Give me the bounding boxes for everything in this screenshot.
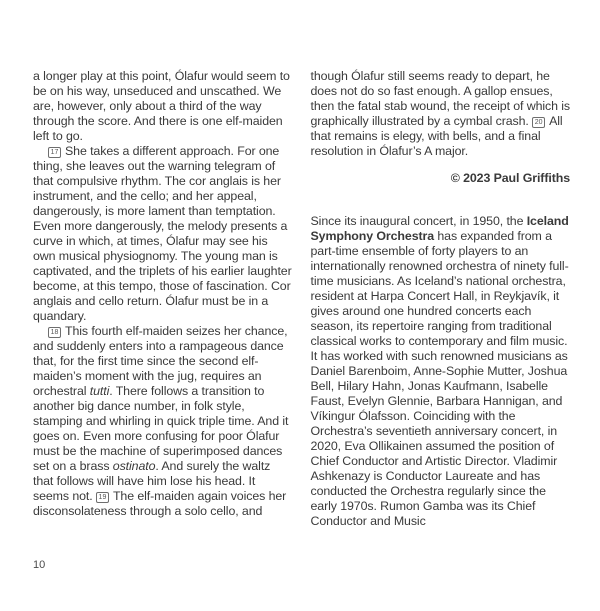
text-segment: a longer play at this point, Ólafur would seem to be on his way, unseduced and unscathed. We are, however, only about a third of the way through the score. And there is one elf-maiden left to go. xyxy=(33,69,290,143)
text-segment: . There follows a transition to another big dance number, in folk style, stamping and whirling in quick triple time. And it goes on. Even more confusing for poor Ólafur must be the machine of superimposed dances set on a brass xyxy=(33,384,289,473)
text-segment: tutti xyxy=(89,384,110,398)
text-segment: She takes a different approach. For one thing, she leaves out the warning telegram of that compulsive rhythm. The cor anglais is her instrument, and the cello; and her appeal, dangerously, is more lament than temptation. Even more dangerously, the melody presents a curve in which, at times, Ólafur may see his own musical physiognomy. The young man is captivated, and the triplets of his earlier laughter become, at this tempo, those of fascination. Cor anglais and cello return. Ólafur must be in a quandary. xyxy=(33,144,292,323)
text-segment: ostinato xyxy=(112,459,156,473)
track-number-marker: 18 xyxy=(48,327,61,338)
text-segment: The elf-maiden again voices her disconsolateness through a solo cello, and xyxy=(33,489,287,518)
paragraph xyxy=(311,69,571,159)
copyright-credit: © 2023 Paul Griffiths xyxy=(450,171,570,185)
column-right xyxy=(311,69,571,529)
track-number-marker: 19 xyxy=(96,492,109,503)
text-segment: . And surely the waltz that follows will have him lose his head. It seems not. xyxy=(33,459,271,503)
text-segment: Iceland Symphony Orchestra xyxy=(310,214,569,243)
article-columns xyxy=(33,69,570,529)
paragraph xyxy=(33,324,293,519)
text-segment: has expanded from a part-time ensemble of forty players to an internationally renowned orchestra of ninety full-time musicians. As Iceland’s national orchestra, resident at Harpa Concert Hall, in Reykjavík, it gives around one hundred concerts each season, its repertoire ranging from traditional classical works to contemporary and film music. It has worked with such renowned musicians as Daniel Barenboim, Anne-Sophie Mutter, Joshua Bell, Hilary Hahn, Jonas Kaufmann, Isabelle Faust, Evelyn Glennie, Barbara Hannigan, and Víkingur Ólafsson. Coinciding with the Orchestra’s seventieth anniversary concert, in 2020, Eva Ollikainen assumed the position of Chief Conductor and Artistic Director. Vladimir Ashkenazy is Conductor Laureate and has conducted the Orchestra regularly since the early 1970s. Rumon Gamba was its Chief Conductor and Music xyxy=(310,229,569,528)
text-segment: This fourth elf-maiden seizes her chance, and suddenly enters into a rampageous dance that, for the first time since the second elf-maiden’s moment with the jug, requires an orchestral xyxy=(33,324,288,398)
track-number-marker: 17 xyxy=(48,147,61,158)
column-left xyxy=(33,69,293,529)
paragraph xyxy=(33,69,293,144)
page-number: 10 xyxy=(33,559,46,571)
text-segment: All that remains is elegy, with bells, and a final resolution in Ólafur’s A major. xyxy=(310,114,563,158)
text-segment: Since its inaugural concert, in 1950, the xyxy=(310,214,527,228)
text-segment: though Ólafur still seems ready to depart, he does not do so fast enough. A gallop ensues, then the fatal stab wound, the receipt of which is graphically illustrated by a cymbal crash. xyxy=(310,69,570,128)
track-number-marker: 20 xyxy=(532,117,545,128)
paragraph xyxy=(33,144,293,324)
paragraph xyxy=(311,214,571,529)
